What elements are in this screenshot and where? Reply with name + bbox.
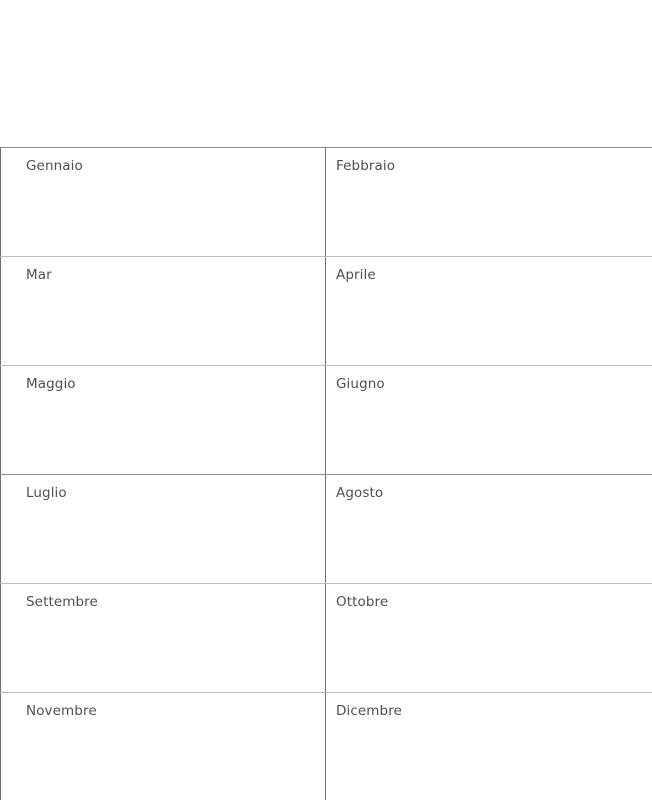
month-label: Gennaio — [26, 158, 83, 174]
planner-row — [0, 257, 652, 366]
month-label: Dicembre — [336, 703, 402, 719]
planner-row — [0, 693, 652, 800]
month-cell-maggio — [0, 366, 326, 474]
month-label: Giugno — [336, 376, 385, 392]
month-cell-giugno — [326, 366, 652, 474]
month-label: Maggio — [26, 376, 76, 392]
month-cell-mar — [0, 257, 326, 365]
month-label: Ottobre — [336, 594, 389, 610]
month-label: Mar — [26, 267, 52, 283]
year-planner-grid — [0, 147, 652, 800]
month-cell-agosto — [326, 475, 652, 583]
month-label: Luglio — [26, 485, 67, 501]
month-label: Febbraio — [336, 158, 396, 174]
planner-row — [0, 148, 652, 257]
planner-row — [0, 366, 652, 475]
month-cell-gennaio — [0, 148, 326, 256]
month-cell-dicembre — [326, 693, 652, 800]
month-label: Agosto — [336, 485, 384, 501]
month-label: Aprile — [336, 267, 376, 283]
month-cell-settembre — [0, 584, 326, 692]
month-cell-febbraio — [326, 148, 652, 256]
planner-row — [0, 475, 652, 584]
month-label: Novembre — [26, 703, 97, 719]
month-cell-ottobre — [326, 584, 652, 692]
month-cell-luglio — [0, 475, 326, 583]
month-label: Settembre — [26, 594, 98, 610]
month-cell-aprile — [326, 257, 652, 365]
month-cell-novembre — [0, 693, 326, 800]
planner-row — [0, 584, 652, 693]
